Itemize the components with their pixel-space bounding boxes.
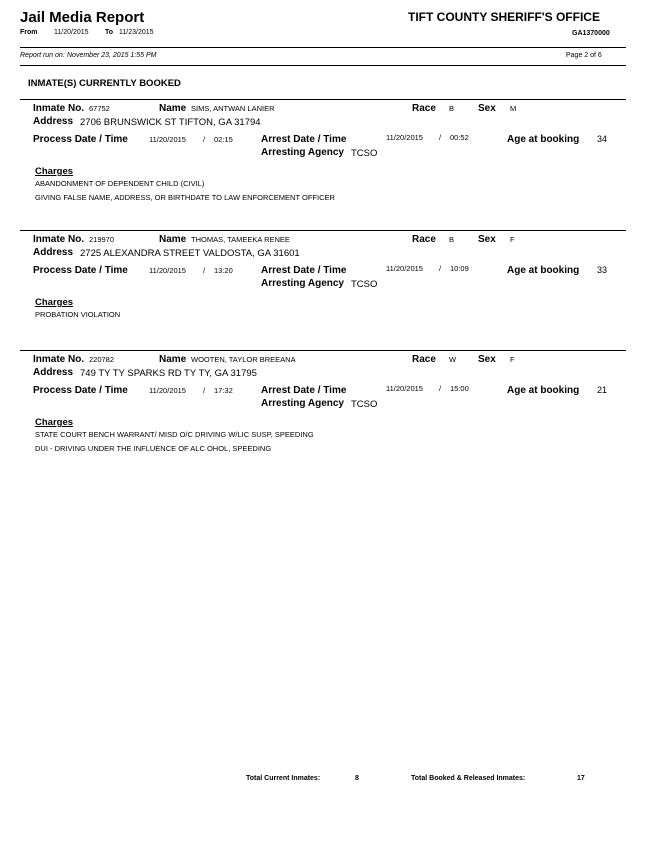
inmate-name: SIMS, ANTWAN LANIER (191, 104, 275, 113)
to-date: 11/23/2015 (119, 29, 154, 36)
run-divider (20, 65, 626, 66)
total-current-value: 8 (355, 775, 359, 782)
arrest-date: 11/20/2015 (386, 264, 423, 273)
inmate-record (0, 99, 650, 209)
inmate-no-label: Inmate No. (33, 103, 85, 114)
address-value: 749 TY TY SPARKS RD TY TY, GA 31795 (80, 368, 257, 379)
arrest-time: 10:09 (450, 264, 469, 273)
inmate-record (0, 350, 650, 460)
arrest-label: Arrest Date / Time (261, 385, 347, 396)
arrest-date: 11/20/2015 (386, 133, 423, 142)
age-label: Age at booking (507, 134, 580, 145)
process-label: Process Date / Time (33, 265, 128, 276)
inmate-record (0, 230, 650, 340)
charge-item: GIVING FALSE NAME, ADDRESS, OR BIRTHDATE TO LAW ENFORCEMENT OFFICER (35, 193, 335, 202)
address-label: Address (33, 116, 74, 127)
total-released-label: Total Booked & Released Inmates: (411, 775, 526, 782)
race-label: Race (412, 354, 436, 365)
arrest-time: 15:00 (450, 384, 469, 393)
agency-value: TCSO (351, 399, 378, 410)
to-label: To (105, 29, 114, 36)
inmate-no-label: Inmate No. (33, 234, 85, 245)
race-value: B (449, 104, 455, 113)
process-sep: / (203, 135, 206, 144)
race-label: Race (412, 234, 436, 245)
agency-name: TIFT COUNTY SHERIFF'S OFFICE (408, 10, 600, 24)
arrest-time: 00:52 (450, 133, 469, 142)
process-sep: / (203, 386, 206, 395)
address-value: 2725 ALEXANDRA STREET VALDOSTA, GA 31601 (80, 248, 300, 259)
header-divider (20, 47, 626, 48)
process-time: 02:15 (214, 135, 233, 144)
inmate-no-value: 220782 (89, 355, 115, 364)
process-date: 11/20/2015 (149, 135, 186, 144)
arrest-label: Arrest Date / Time (261, 134, 347, 145)
total-released-value: 17 (577, 775, 585, 782)
agency-label: Arresting Agency (261, 398, 344, 409)
age-value: 33 (597, 265, 608, 275)
from-label: From (20, 29, 38, 36)
arrest-date: 11/20/2015 (386, 384, 423, 393)
agency-label: Arresting Agency (261, 278, 344, 289)
charge-item: DUI - DRIVING UNDER THE INFLUENCE OF ALC OHOL, SPEEDING (35, 444, 272, 453)
record-divider (20, 350, 626, 351)
name-label: Name (159, 234, 187, 245)
inmate-no-label: Inmate No. (33, 354, 85, 365)
process-date: 11/20/2015 (149, 266, 186, 275)
sex-value: F (510, 355, 515, 364)
agency-label: Arresting Agency (261, 147, 344, 158)
age-value: 21 (597, 385, 608, 395)
race-label: Race (412, 103, 436, 114)
charges-title: Charges (35, 417, 74, 428)
address-label: Address (33, 247, 74, 258)
record-divider (20, 230, 626, 231)
process-time: 17:32 (214, 386, 233, 395)
charges-title: Charges (35, 297, 74, 308)
charges-title: Charges (35, 166, 74, 177)
section-title: INMATE(S) CURRENTLY BOOKED (28, 78, 181, 89)
arrest-sep: / (439, 133, 442, 142)
address-label: Address (33, 367, 74, 378)
run-on-value: November 23, 2015 1:55 PM (67, 52, 157, 59)
charge-item: PROBATION VIOLATION (35, 310, 121, 319)
race-value: B (449, 235, 455, 244)
agency-value: TCSO (351, 279, 378, 290)
page-number: Page 2 of 6 (566, 52, 602, 59)
inmate-no-value: 67752 (89, 104, 110, 113)
name-label: Name (159, 103, 187, 114)
sex-label: Sex (478, 103, 496, 114)
process-time: 13:20 (214, 266, 233, 275)
report-title: Jail Media Report (20, 9, 145, 26)
inmate-name: WOOTEN, TAYLOR BREEANA (191, 355, 296, 364)
arrest-label: Arrest Date / Time (261, 265, 347, 276)
age-label: Age at booking (507, 385, 580, 396)
arrest-sep: / (439, 384, 442, 393)
sex-value: F (510, 235, 515, 244)
age-label: Age at booking (507, 265, 580, 276)
record-divider (20, 99, 626, 100)
inmate-no-value: 219970 (89, 235, 115, 244)
sex-value: M (510, 104, 517, 113)
from-date: 11/20/2015 (54, 29, 89, 36)
name-label: Name (159, 354, 187, 365)
total-current-label: Total Current Inmates: (246, 775, 321, 782)
sex-label: Sex (478, 234, 496, 245)
address-value: 2706 BRUNSWICK ST TIFTON, GA 31794 (80, 117, 261, 128)
charge-item: ABANDONMENT OF DEPENDENT CHILD (CIVIL) (35, 179, 205, 188)
ori-code: GA1370000 (572, 30, 610, 37)
charge-item: STATE COURT BENCH WARRANT/ MISD O/C DRIVING W/LIC SUSP, SPEEDING (35, 430, 314, 439)
process-label: Process Date / Time (33, 134, 128, 145)
age-value: 34 (597, 134, 608, 144)
process-sep: / (203, 266, 206, 275)
arrest-sep: / (439, 264, 442, 273)
inmate-name: THOMAS, TAMEEKA RENEE (191, 235, 290, 244)
process-date: 11/20/2015 (149, 386, 186, 395)
race-value: W (449, 355, 457, 364)
run-on-label: Report run on: (20, 52, 65, 59)
process-label: Process Date / Time (33, 385, 128, 396)
agency-value: TCSO (351, 148, 378, 159)
sex-label: Sex (478, 354, 496, 365)
